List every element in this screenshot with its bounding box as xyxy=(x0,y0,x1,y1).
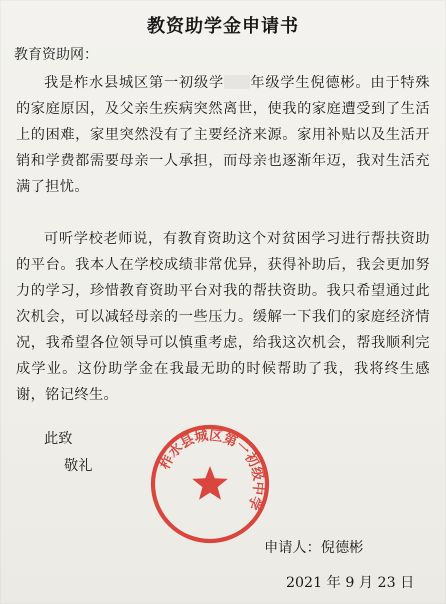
salutation: 教育资助网： xyxy=(14,47,98,63)
seal-star-icon xyxy=(192,466,228,500)
official-seal xyxy=(148,422,272,546)
document-title: 教资助学金申请书 xyxy=(147,16,299,37)
seal-text-path: 柞水县城区第一初级中学 xyxy=(156,427,267,512)
closing-phrase: 此致 xyxy=(44,431,73,447)
paragraph-2: 可听学校老师说，有教育资助这个对贫困学习进行帮扶资助的平台。我本人在学校成绩非常优异，获得补助后，我会更加努力的学习，珍惜教育资助平台对我的帮扶资助。我只希望通过此次机会，可以减轻母亲的一些压力。缓解一下我们的家庭经济情况，我希望各位领导可以慎重考虑，给我这次机会，帮我顺利完成学业。这份助学金在我最无助的时候帮助了我，我将终生感谢，铭记终生。 xyxy=(16,231,430,403)
regards-phrase: 敬礼 xyxy=(64,458,93,474)
paragraph-1 xyxy=(16,70,430,200)
application-date: 2021 年 9 月 23 日 xyxy=(286,575,415,591)
paragraph-1-part-1: 我是柞水县城区第一初级学 xyxy=(44,75,224,91)
applicant-signature: 申请人：倪德彬 xyxy=(264,540,364,556)
redacted-grade-mark xyxy=(224,75,250,89)
paragraph-1-part-2: 年级学生倪德彬。由于特殊的家庭原因，及父亲生疾病突然离世，使我的家庭遭受到了生活上的困难，家里突然没有了主要经济来源。家用补贴以及生活开销和学费都需要母亲一人承担，而母亲也逐渐年迈，我对生活充满了担忧。 xyxy=(16,75,430,195)
